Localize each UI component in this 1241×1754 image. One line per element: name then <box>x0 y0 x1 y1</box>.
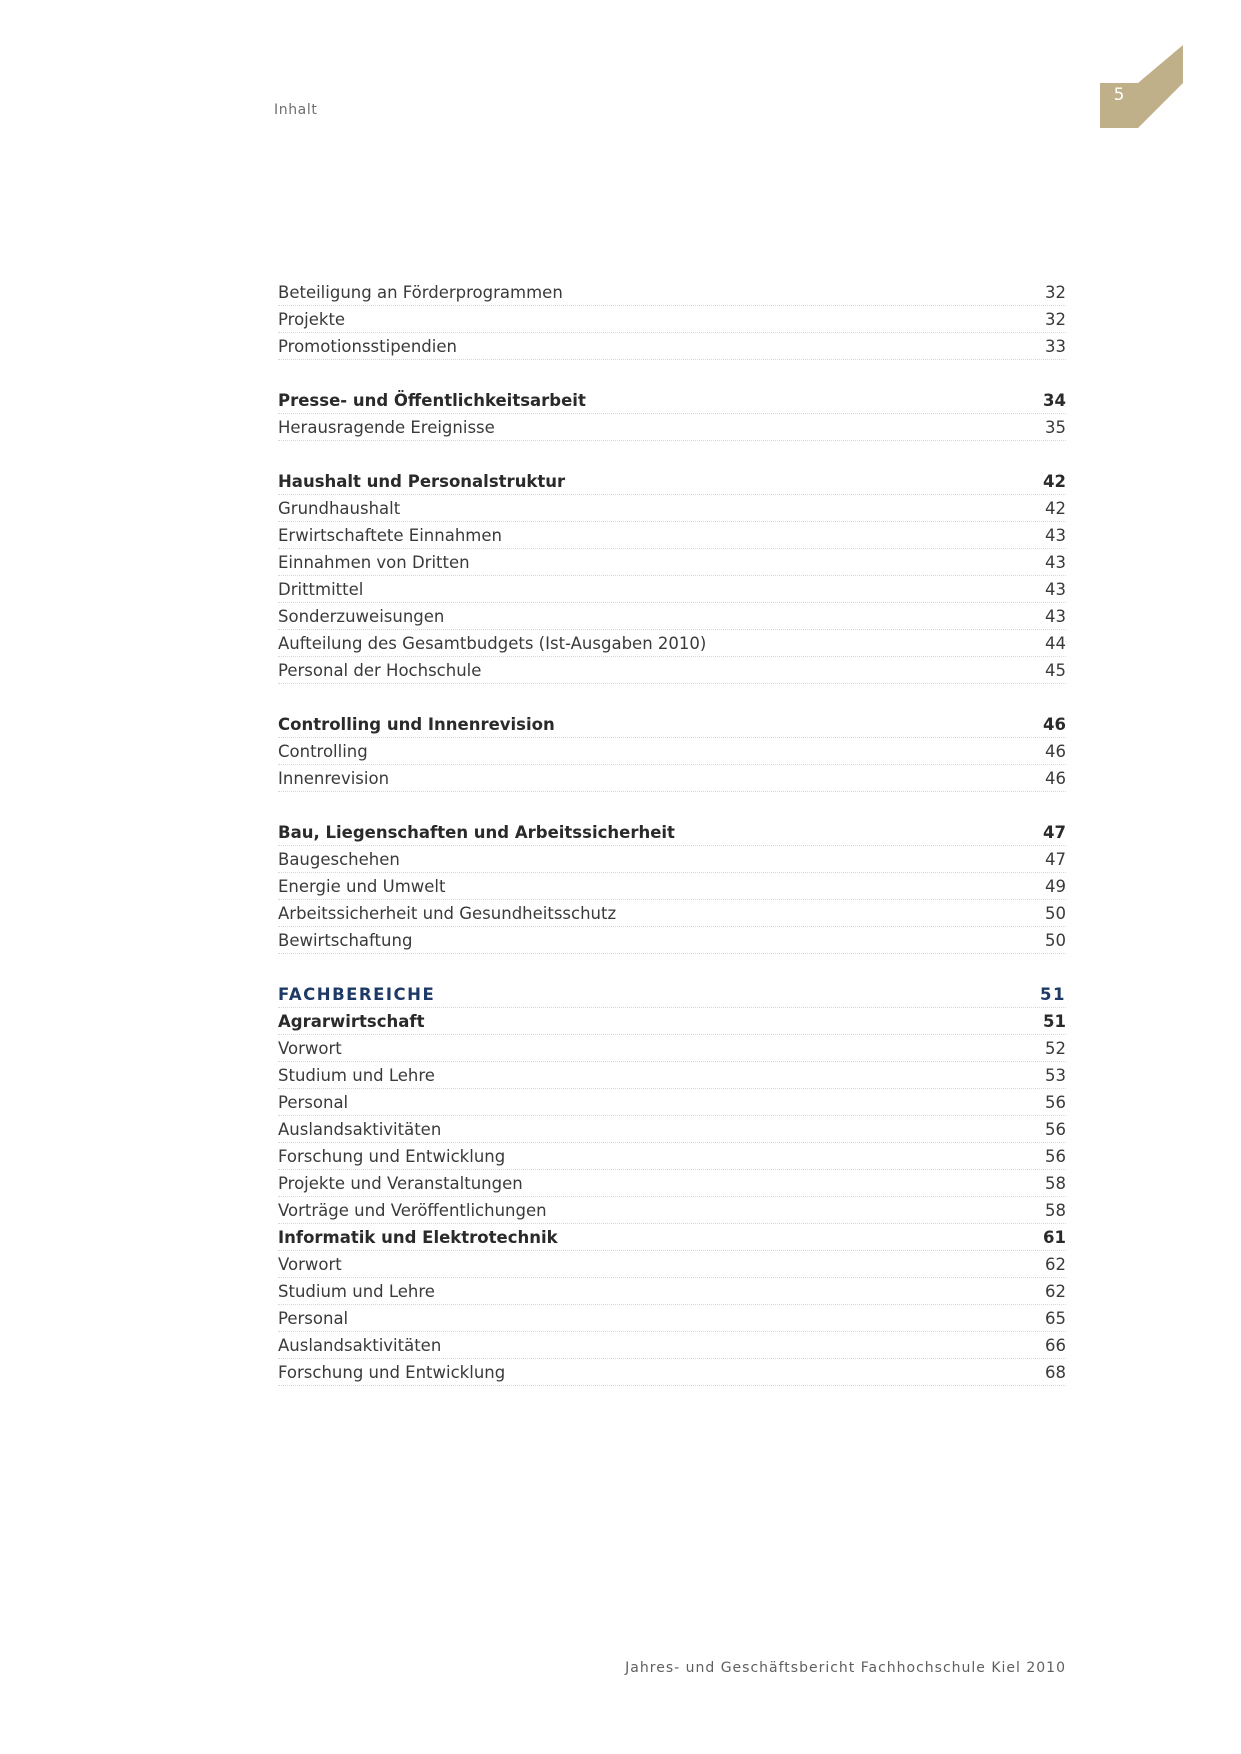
toc-entry-page: 47 <box>1045 849 1066 869</box>
toc-entry-title: Studium und Lehre <box>278 1065 435 1085</box>
toc-entry-page: 46 <box>1045 741 1066 761</box>
toc-entry-page: 43 <box>1045 552 1066 572</box>
toc-entry-title: Forschung und Entwicklung <box>278 1362 506 1382</box>
toc-entry-title: Haushalt und Personalstruktur <box>278 471 566 491</box>
toc-entry[interactable] <box>278 1116 1066 1143</box>
toc-entry-page: 49 <box>1045 876 1066 896</box>
toc-entry-title: Personal der Hochschule <box>278 660 482 680</box>
toc-entry[interactable] <box>278 576 1066 603</box>
running-head: Inhalt <box>274 102 318 118</box>
toc-entry-title: Energie und Umwelt <box>278 876 446 896</box>
toc-entry[interactable] <box>278 1278 1066 1305</box>
toc-entry-title: Herausragende Ereignisse <box>278 417 495 437</box>
toc-entry[interactable] <box>278 333 1066 360</box>
toc-entry-page: 51 <box>1040 984 1066 1004</box>
toc-entry-title: Vorträge und Veröffentlichungen <box>278 1200 547 1220</box>
toc-entry-page: 61 <box>1043 1227 1066 1247</box>
toc-entry[interactable] <box>278 414 1066 441</box>
toc-entry-title: Bau, Liegenschaften und Arbeitssicherheit <box>278 822 675 842</box>
toc-entry-title: Sonderzuweisungen <box>278 606 445 626</box>
toc-entry-title: Forschung und Entwicklung <box>278 1146 506 1166</box>
toc-section-heading[interactable] <box>278 468 1066 495</box>
page-footer: Jahres- und Geschäftsbericht Fachhochschule Kiel 2010 <box>625 1660 1066 1676</box>
toc-entry-page: 62 <box>1045 1254 1066 1274</box>
toc-entry[interactable] <box>278 549 1066 576</box>
toc-entry[interactable] <box>278 846 1066 873</box>
toc-spacer <box>278 360 1066 387</box>
toc-entry[interactable] <box>278 495 1066 522</box>
toc-entry[interactable] <box>278 1332 1066 1359</box>
toc-entry-page: 65 <box>1045 1308 1066 1328</box>
toc-entry-page: 44 <box>1045 633 1066 653</box>
toc-entry-title: FACHBEREICHE <box>278 984 436 1004</box>
toc-spacer <box>278 441 1066 468</box>
toc-section-heading[interactable] <box>278 1008 1066 1035</box>
toc-entry-page: 43 <box>1045 606 1066 626</box>
toc-entry-title: Personal <box>278 1308 349 1328</box>
toc-entry-page: 50 <box>1045 903 1066 923</box>
toc-entry[interactable] <box>278 1305 1066 1332</box>
toc-entry-title: Projekte und Veranstaltungen <box>278 1173 523 1193</box>
toc-entry-title: Erwirtschaftete Einnahmen <box>278 525 502 545</box>
toc-entry[interactable] <box>278 306 1066 333</box>
toc-entry-title: Controlling und Innenrevision <box>278 714 555 734</box>
toc-entry-page: 46 <box>1043 714 1066 734</box>
toc-entry-title: Einnahmen von Dritten <box>278 552 470 572</box>
toc-entry-page: 66 <box>1045 1335 1066 1355</box>
toc-entry-title: Bewirtschaftung <box>278 930 413 950</box>
toc-entry[interactable] <box>278 630 1066 657</box>
toc-entry-page: 42 <box>1043 471 1066 491</box>
page-number: 5 <box>1113 85 1125 105</box>
toc-entry[interactable] <box>278 279 1066 306</box>
toc-entry-title: Personal <box>278 1092 349 1112</box>
toc-entry-title: Baugeschehen <box>278 849 400 869</box>
toc-entry-title: Presse- und Öffentlichkeitsarbeit <box>278 390 586 410</box>
toc-entry[interactable] <box>278 1035 1066 1062</box>
toc-entry[interactable] <box>278 603 1066 630</box>
toc-entry-page: 58 <box>1045 1200 1066 1220</box>
toc-entry[interactable] <box>278 1251 1066 1278</box>
toc-entry-title: Aufteilung des Gesamtbudgets (Ist-Ausgaben 2010) <box>278 633 707 653</box>
toc-entry-title: Projekte <box>278 309 346 329</box>
toc-entry-page: 32 <box>1045 309 1066 329</box>
toc-entry-title: Beteiligung an Förderprogrammen <box>278 282 563 302</box>
toc-entry-page: 35 <box>1045 417 1066 437</box>
toc-entry[interactable] <box>278 1089 1066 1116</box>
toc-spacer <box>278 954 1066 981</box>
toc-entry-title: Informatik und Elektrotechnik <box>278 1227 558 1247</box>
toc-entry-page: 56 <box>1045 1119 1066 1139</box>
toc-entry-page: 50 <box>1045 930 1066 950</box>
toc-entry-page: 52 <box>1045 1038 1066 1058</box>
toc-entry-page: 43 <box>1045 525 1066 545</box>
toc-entry-title: Agrarwirtschaft <box>278 1011 425 1031</box>
toc-entry-title: Vorwort <box>278 1038 342 1058</box>
toc-entry[interactable] <box>278 1197 1066 1224</box>
toc-entry-page: 43 <box>1045 579 1066 599</box>
toc-entry-title: Promotionsstipendien <box>278 336 457 356</box>
toc-entry-title: Studium und Lehre <box>278 1281 435 1301</box>
toc-section-heading[interactable] <box>278 387 1066 414</box>
toc-entry-page: 42 <box>1045 498 1066 518</box>
toc-section-heading[interactable] <box>278 1224 1066 1251</box>
toc-entry[interactable] <box>278 738 1066 765</box>
toc-entry[interactable] <box>278 657 1066 684</box>
toc-entry-page: 56 <box>1045 1092 1066 1112</box>
toc-entry-page: 51 <box>1043 1011 1066 1031</box>
toc-spacer <box>278 792 1066 819</box>
toc-section-heading[interactable] <box>278 711 1066 738</box>
toc-spacer <box>278 684 1066 711</box>
toc-entry-page: 58 <box>1045 1173 1066 1193</box>
table-of-contents <box>278 279 1066 1386</box>
toc-entry-title: Arbeitssicherheit und Gesundheitsschutz <box>278 903 617 923</box>
toc-entry-title: Grundhaushalt <box>278 498 401 518</box>
toc-entry[interactable] <box>278 1062 1066 1089</box>
toc-entry[interactable] <box>278 1143 1066 1170</box>
toc-entry-page: 62 <box>1045 1281 1066 1301</box>
toc-entry-page: 34 <box>1043 390 1066 410</box>
toc-entry[interactable] <box>278 900 1066 927</box>
toc-part-heading[interactable] <box>278 981 1066 1008</box>
toc-entry-title: Auslandsaktivitäten <box>278 1335 442 1355</box>
toc-entry[interactable] <box>278 1359 1066 1386</box>
toc-entry-title: Innenrevision <box>278 768 390 788</box>
toc-entry[interactable] <box>278 522 1066 549</box>
toc-entry-title: Drittmittel <box>278 579 364 599</box>
toc-section-heading[interactable] <box>278 819 1066 846</box>
toc-entry-title: Controlling <box>278 741 368 761</box>
toc-entry-title: Auslandsaktivitäten <box>278 1119 442 1139</box>
toc-entry-page: 33 <box>1045 336 1066 356</box>
toc-entry-page: 68 <box>1045 1362 1066 1382</box>
toc-entry-title: Vorwort <box>278 1254 342 1274</box>
toc-entry[interactable] <box>278 1170 1066 1197</box>
toc-entry-page: 47 <box>1043 822 1066 842</box>
toc-entry[interactable] <box>278 927 1066 954</box>
toc-entry[interactable] <box>278 873 1066 900</box>
toc-entry-page: 46 <box>1045 768 1066 788</box>
toc-entry-page: 53 <box>1045 1065 1066 1085</box>
toc-entry-page: 32 <box>1045 282 1066 302</box>
toc-entry-page: 45 <box>1045 660 1066 680</box>
toc-entry[interactable] <box>278 765 1066 792</box>
toc-entry-page: 56 <box>1045 1146 1066 1166</box>
